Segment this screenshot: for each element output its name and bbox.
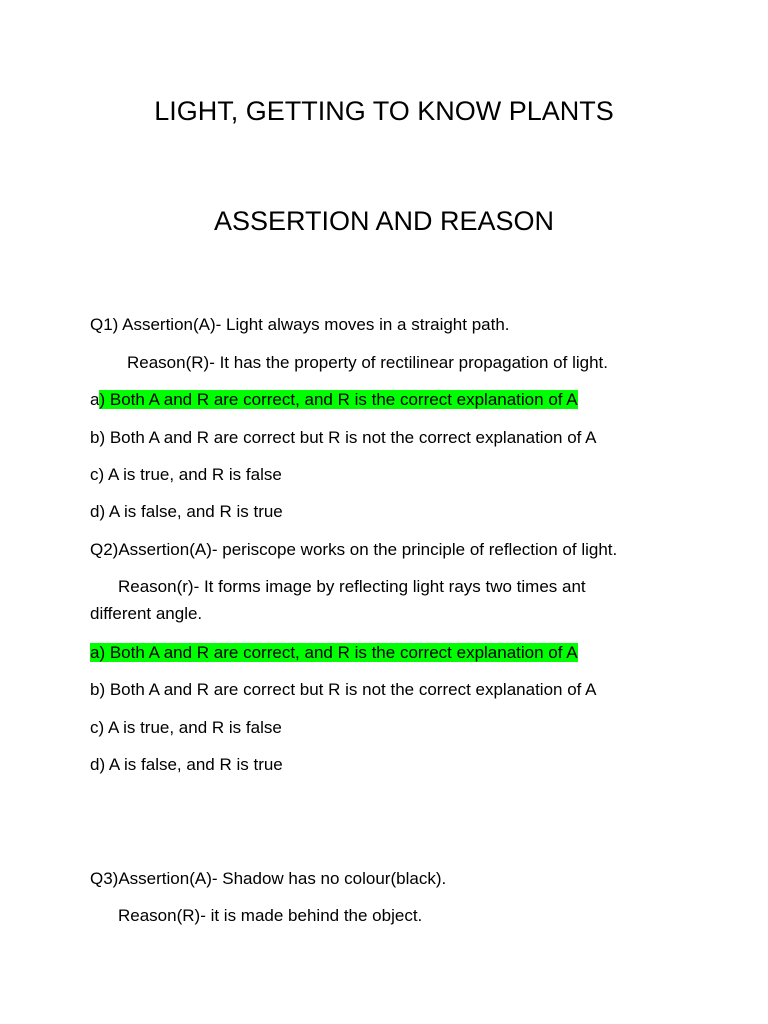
q2-option-c: c) A is true, and R is false <box>90 718 282 737</box>
q2-option-a-highlight: a) Both A and R are correct, and R is the correct explanation of A <box>90 643 578 662</box>
document-subtitle: ASSERTION AND REASON <box>213 206 555 236</box>
q2-reason-line-1: Reason(r)- It forms image by reflecting light rays two times ant <box>118 577 586 596</box>
q1-option-d: d) A is false, and R is true <box>90 502 283 521</box>
q1-option-a-highlight: ) Both A and R are correct, and R is the correct explanation of A <box>99 390 578 409</box>
q3-reason: Reason(R)- it is made behind the object. <box>118 906 423 925</box>
q1-option-a-prefix: a <box>90 390 100 409</box>
q1-option-b: b) Both A and R are correct but R is not the correct explanation of A <box>90 428 597 447</box>
q1-option-c: c) A is true, and R is false <box>90 465 282 484</box>
q1-assertion: Q1) Assertion(A)- Light always moves in a straight path. <box>90 315 510 334</box>
q1-option-a <box>90 389 578 411</box>
q2-option-d: d) A is false, and R is true <box>90 755 283 774</box>
q2-option-b: b) Both A and R are correct but R is not the correct explanation of A <box>90 680 597 699</box>
q2-option-a <box>90 642 578 664</box>
q2-assertion: Q2)Assertion(A)- periscope works on the principle of reflection of light. <box>90 540 618 559</box>
q3-assertion: Q3)Assertion(A)- Shadow has no colour(black). <box>90 869 447 888</box>
q1-reason: Reason(R)- It has the property of rectilinear propagation of light. <box>127 353 608 372</box>
document-title: LIGHT, GETTING TO KNOW PLANTS <box>154 96 614 126</box>
q2-reason-line-2: different angle. <box>90 604 203 623</box>
